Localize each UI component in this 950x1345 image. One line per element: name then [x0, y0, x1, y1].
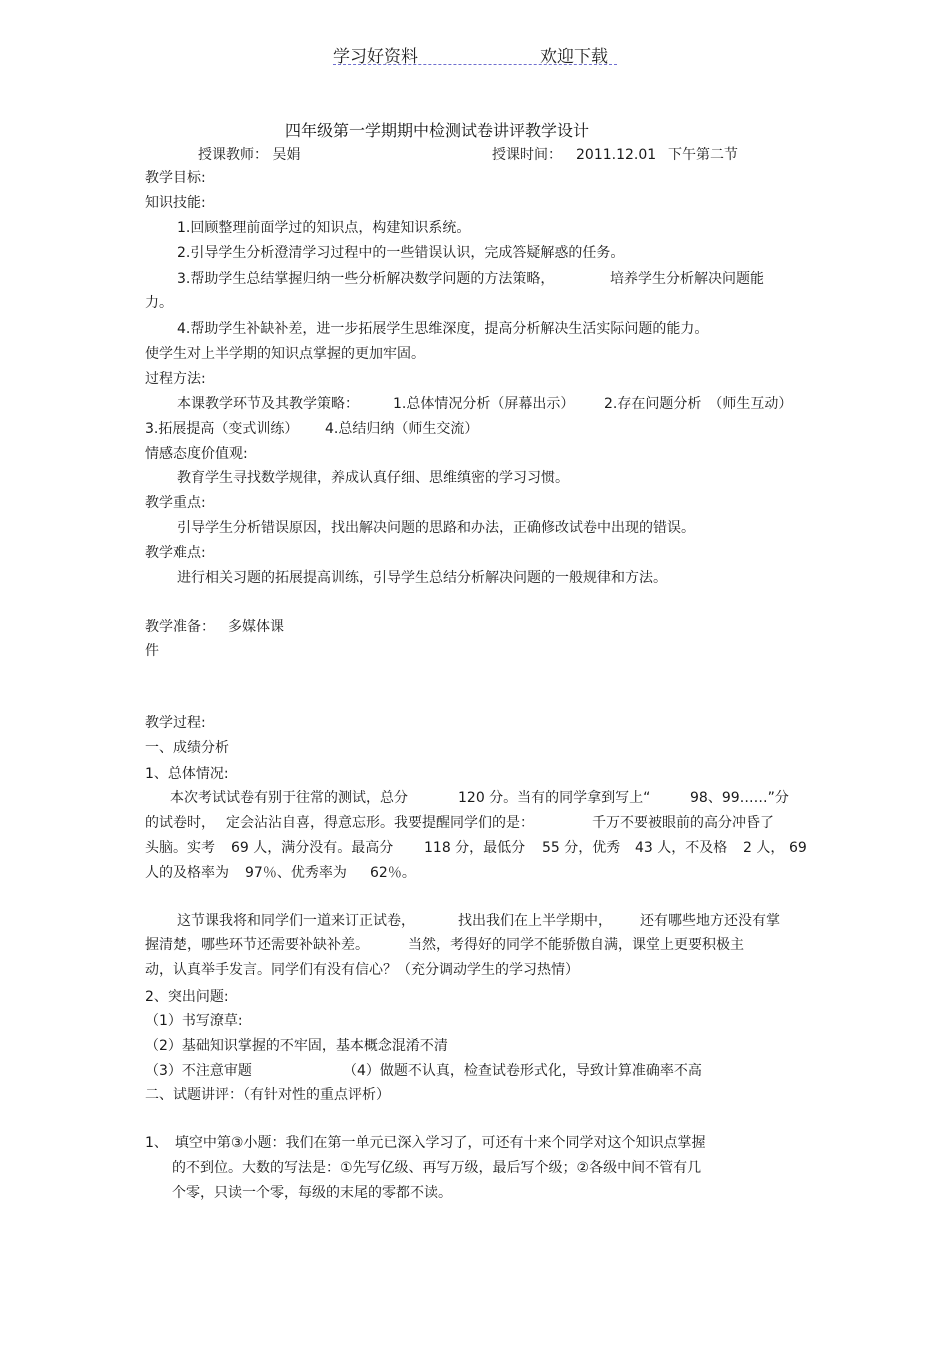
text-line: 1.回顾整理前面学过的知识点，构建知识系统。 [177, 220, 471, 236]
text-line: 3.帮助学生总结掌握归纳一些分析解决数学问题的方法策略， [177, 271, 555, 287]
text-line: 头脑。实考 [145, 840, 215, 856]
text-line: 这节课我将和同学们一道来订正试卷， [177, 913, 415, 929]
text-line: （1）书写潦草: [145, 1013, 243, 1029]
text-line: 知识技能: [145, 195, 206, 211]
text-line: 教学目标: [145, 170, 206, 186]
text-line: 118 分，最低分 [424, 840, 526, 856]
text-line: 进行相关习题的拓展提高训练，引导学生总结分析解决问题的一般规律和方法。 [177, 570, 667, 586]
text-line: 本课教学环节及其教学策略： [177, 396, 359, 412]
text-line: 握清楚，哪些环节还需要补缺补差。 [145, 937, 369, 953]
text-line: 教学难点: [145, 545, 206, 561]
text-line: 55 分，优秀 [542, 840, 621, 856]
text-line: 多媒体课 [228, 619, 284, 635]
text-line: 69 人，满分没有。最高分 [231, 840, 394, 856]
header-left-text: 学习好资料 [333, 47, 418, 67]
text-line: 力。 [145, 295, 173, 311]
text-line: 2、突出问题: [145, 989, 229, 1005]
text-line: 一、成绩分析 [145, 740, 229, 756]
text-line: 培养学生分析解决问题能 [610, 271, 764, 287]
text-line: 4.总结归纳（师生交流） [325, 421, 479, 437]
text-line: 件 [145, 643, 159, 659]
header-right-text: 欢迎下载 [540, 47, 608, 67]
text-line: 定会沾沾自喜，得意忘形。我要提醒同学们的是： [226, 815, 534, 831]
text-line: 2.存在问题分析 （师生互动） [604, 396, 793, 412]
text-line: 的试卷时， [145, 815, 215, 831]
text-line: 个零，只读一个零，每级的末尾的零都不读。 [172, 1185, 452, 1201]
lesson-date: 2011.12.01 [576, 147, 657, 163]
text-line: 2 人， [743, 840, 785, 856]
text-line: （3）不注意审题 [145, 1063, 252, 1079]
text-line: 还有哪些地方还没有掌 [640, 913, 780, 929]
text-line: 的不到位。大数的写法是：①先写亿级、再写万级，最后写个级；②各级中间不管有几 [172, 1160, 702, 1176]
document-title: 四年级第一学期期中检测试卷讲评教学设计 [285, 121, 590, 140]
text-line: 教学过程: [145, 715, 206, 731]
text-line: 4.帮助学生补缺补差，进一步拓展学生思维深度，提高分析解决生活实际问题的能力。 [177, 321, 709, 337]
text-line: 62％。 [370, 865, 416, 881]
text-line: （4）做题不认真，检查试卷形式化，导致计算准确率不高 [343, 1063, 702, 1079]
text-line: 情感态度价值观: [145, 446, 248, 462]
text-line: 当然，考得好的同学不能骄傲自满，课堂上更要积极主 [408, 937, 744, 953]
text-line: 找出我们在上半学期中， [458, 913, 612, 929]
text-line: 使学生对上半学期的知识点掌握的更加牢固。 [145, 346, 425, 362]
text-line: 教育学生寻找数学规律，养成认真仔细、思维缜密的学习习惯。 [177, 470, 569, 486]
text-line: 43 人，不及格 [635, 840, 728, 856]
text-line: 教学重点: [145, 495, 206, 511]
text-line: 1.总体情况分析（屏幕出示） [393, 396, 575, 412]
text-line: 本次考试试卷有别于往常的测试，总分 [170, 790, 408, 806]
time-label: 授课时间： [492, 147, 562, 163]
text-line: 人的及格率为 [145, 865, 229, 881]
text-line: 98、99……”分 [690, 790, 789, 806]
text-line: 69 [789, 840, 807, 856]
text-line: 教学准备： [145, 619, 215, 635]
text-line: 过程方法: [145, 371, 206, 387]
teacher-line: 授课教师： 吴娟 [198, 147, 301, 163]
text-line: 1、总体情况: [145, 766, 229, 782]
text-line: 2.引导学生分析澄清学习过程中的一些错误认识，完成答疑解惑的任务。 [177, 245, 625, 261]
text-line: 千万不要被眼前的高分冲昏了 [592, 815, 774, 831]
text-line: 二、试题讲评：（有针对性的重点评析） [145, 1087, 390, 1103]
text-line: 引导学生分析错误原因，找出解决问题的思路和办法，正确修改试卷中出现的错误。 [177, 520, 695, 536]
text-line: 动，认真举手发言。同学们有没有信心？（充分调动学生的学习热情） [145, 962, 579, 978]
text-line: 3.拓展提高（变式训练） [145, 421, 299, 437]
header-dashed-rule [333, 64, 617, 65]
text-line: 120 分。当有的同学拿到写上“ [458, 790, 651, 806]
lesson-period: 下午第二节 [668, 147, 738, 163]
text-line: 1、 填空中第③小题：我们在第一单元已深入学习了，可还有十来个同学对这个知识点掌握 [145, 1135, 706, 1151]
text-line: （2）基础知识掌握的不牢固，基本概念混淆不清 [145, 1038, 448, 1054]
text-line: 97％、优秀率为 [245, 865, 347, 881]
